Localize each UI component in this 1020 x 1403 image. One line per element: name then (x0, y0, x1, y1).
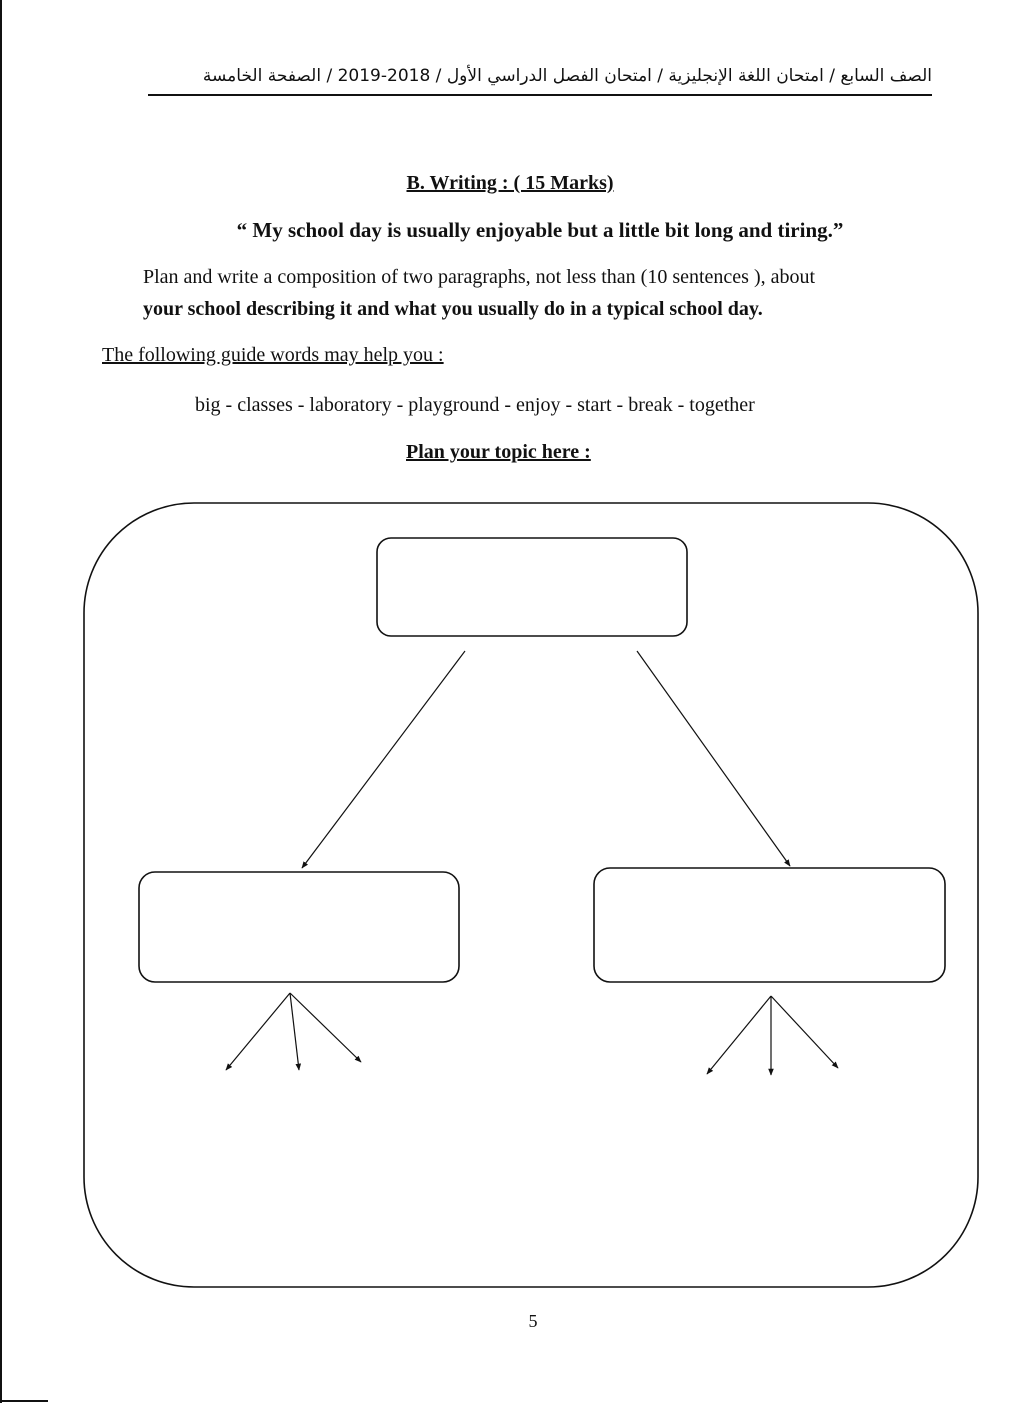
detail-arrow-left-1 (226, 993, 290, 1070)
detail-arrow-right-1 (707, 996, 771, 1074)
detail-arrow-left-2 (290, 993, 299, 1070)
plan-label: Plan your topic here : (406, 441, 591, 463)
planning-frame (84, 503, 978, 1287)
page-header: الصف السابع / امتحان اللغة الإنجليزية / امتحان الفصل الدراسي الأول / 2018-2019 / الصفحة الخامسة (148, 58, 932, 96)
guide-words-label: The following guide words may help you : (102, 344, 444, 366)
section-title: B. Writing : ( 15 Marks) (406, 172, 614, 194)
arrow-to-paragraph-two (637, 651, 790, 866)
paragraph-two-box[interactable] (594, 868, 945, 982)
detail-arrow-left-3 (290, 993, 361, 1062)
paragraph-one-box[interactable] (139, 872, 459, 982)
page-number: 5 (528, 1311, 538, 1331)
topic-box[interactable] (377, 538, 687, 636)
instruction-line-1: Plan and write a composition of two paragraphs, not less than (10 sentences ), about (143, 266, 816, 288)
arrow-to-paragraph-one (302, 651, 465, 868)
guide-words-list: big - classes - laboratory - playground - enjoy - start - break - together (195, 394, 755, 416)
instruction-line-2: your school describing it and what you usually do in a typical school day. (143, 298, 763, 320)
writing-prompt-quote: “ My school day is usually enjoyable but a little bit long and tiring.” (236, 218, 844, 242)
detail-arrow-right-3 (771, 996, 838, 1068)
